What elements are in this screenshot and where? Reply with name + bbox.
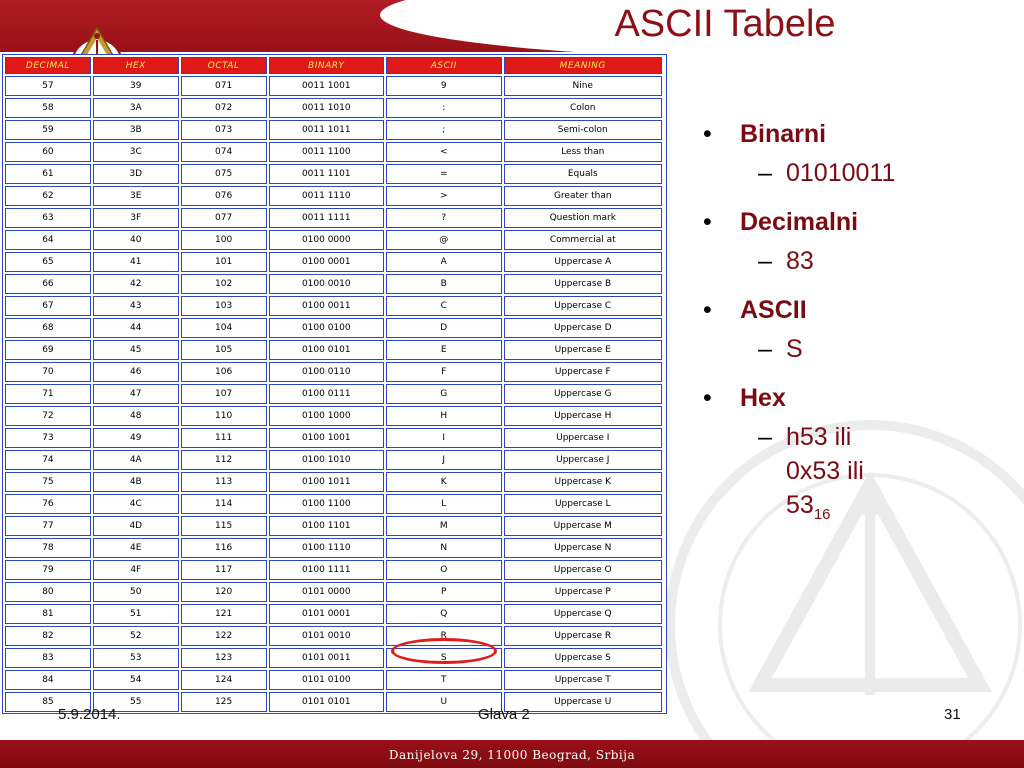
cell-octal: 125: [181, 692, 267, 712]
cell-hex: 48: [93, 406, 179, 426]
cell-decimal: 82: [5, 626, 91, 646]
cell-hex: 3C: [93, 142, 179, 162]
cell-hex: 39: [93, 76, 179, 96]
cell-binary: 0100 0001: [269, 252, 384, 272]
cell-decimal: 58: [5, 98, 91, 118]
cell-octal: 074: [181, 142, 267, 162]
cell-binary: 0100 0010: [269, 274, 384, 294]
cell-binary: 0100 0011: [269, 296, 384, 316]
table-row: [5, 494, 662, 514]
cell-meaning: Uppercase U: [504, 692, 663, 712]
cell-hex: 4B: [93, 472, 179, 492]
cell-octal: 104: [181, 318, 267, 338]
cell-octal: 111: [181, 428, 267, 448]
cell-decimal: 76: [5, 494, 91, 514]
cell-decimal: 60: [5, 142, 91, 162]
cell-meaning: Uppercase M: [504, 516, 663, 536]
cell-binary: 0101 0010: [269, 626, 384, 646]
sub-bullet-hex: – h53 ili 0x53 ili $53_{16}$: [700, 420, 990, 532]
cell-decimal: 78: [5, 538, 91, 558]
ascii-table-header: [5, 57, 662, 74]
cell-meaning: Uppercase T: [504, 670, 663, 690]
cell-decimal: 81: [5, 604, 91, 624]
cell-hex: 4C: [93, 494, 179, 514]
cell-meaning: Uppercase F: [504, 362, 663, 382]
bullet-hex: • Hex: [703, 384, 786, 412]
cell-meaning: Uppercase D: [504, 318, 663, 338]
cell-decimal: 75: [5, 472, 91, 492]
hex-base: 53: [786, 491, 814, 519]
footer-page-number: 31: [944, 706, 961, 723]
cell-meaning: Greater than: [504, 186, 663, 206]
cell-ascii: H: [386, 406, 501, 426]
cell-octal: 120: [181, 582, 267, 602]
ascii-table-body: [5, 76, 662, 712]
cell-octal: 116: [181, 538, 267, 558]
cell-decimal: 63: [5, 208, 91, 228]
cell-ascii: I: [386, 428, 501, 448]
cell-hex: 3D: [93, 164, 179, 184]
cell-decimal: 67: [5, 296, 91, 316]
table-row: [5, 274, 662, 294]
cell-decimal: 68: [5, 318, 91, 338]
hex-line-1: h53 ili: [786, 423, 852, 451]
cell-hex: 41: [93, 252, 179, 272]
cell-ascii: ;: [386, 120, 501, 140]
cell-binary: 0100 1000: [269, 406, 384, 426]
table-row: [5, 252, 662, 272]
cell-hex: 47: [93, 384, 179, 404]
column-header-octal: OCTAL: [181, 57, 267, 74]
cell-binary: 0100 1011: [269, 472, 384, 492]
cell-octal: 073: [181, 120, 267, 140]
cell-ascii: 9: [386, 76, 501, 96]
cell-binary: 0100 1110: [269, 538, 384, 558]
table-row: [5, 230, 662, 250]
bullet-decimalni: • Decimalni: [703, 208, 859, 236]
bullet-binarni: • Binarni: [703, 120, 827, 148]
table-row: [5, 362, 662, 382]
cell-decimal: 79: [5, 560, 91, 580]
sub-bullet-value: 01010011: [786, 159, 896, 187]
cell-ascii: N: [386, 538, 501, 558]
table-row: [5, 604, 662, 624]
cell-meaning: Uppercase S: [504, 648, 663, 668]
table-row: [5, 296, 662, 316]
slide-title: ASCII Tabele: [614, 3, 836, 45]
cell-hex: 42: [93, 274, 179, 294]
cell-meaning: Uppercase N: [504, 538, 663, 558]
cell-octal: 106: [181, 362, 267, 382]
bullet-label: Decimalni: [740, 208, 859, 236]
cell-decimal: 57: [5, 76, 91, 96]
table-row: [5, 318, 662, 338]
cell-octal: 121: [181, 604, 267, 624]
cell-decimal: 71: [5, 384, 91, 404]
table-row: [5, 120, 662, 140]
cell-ascii: M: [386, 516, 501, 536]
cell-ascii: O: [386, 560, 501, 580]
bullet-label: ASCII: [740, 296, 807, 324]
cell-hex: 53: [93, 648, 179, 668]
cell-hex: 52: [93, 626, 179, 646]
cell-octal: 100: [181, 230, 267, 250]
table-row: [5, 582, 662, 602]
table-row: [5, 142, 662, 162]
cell-meaning: Question mark: [504, 208, 663, 228]
cell-decimal: 59: [5, 120, 91, 140]
cell-meaning: Uppercase J: [504, 450, 663, 470]
column-header-meaning: MEANING: [504, 57, 663, 74]
cell-hex: 55: [93, 692, 179, 712]
cell-ascii: >: [386, 186, 501, 206]
cell-ascii: B: [386, 274, 501, 294]
cell-ascii: Q: [386, 604, 501, 624]
header-row: [5, 57, 662, 74]
cell-ascii: ?: [386, 208, 501, 228]
cell-meaning: Colon: [504, 98, 663, 118]
cell-meaning: Less than: [504, 142, 663, 162]
table-row: [5, 340, 662, 360]
cell-ascii: E: [386, 340, 501, 360]
table-row: [5, 670, 662, 690]
cell-binary: 0100 1100: [269, 494, 384, 514]
cell-hex: 4F: [93, 560, 179, 580]
cell-ascii: G: [386, 384, 501, 404]
cell-binary: 0100 0000: [269, 230, 384, 250]
cell-hex: 54: [93, 670, 179, 690]
cell-ascii: U: [386, 692, 501, 712]
cell-meaning: Commercial at: [504, 230, 663, 250]
footer-address: Danijelova 29, 11000 Beograd, Srbija: [388, 748, 636, 762]
cell-decimal: 73: [5, 428, 91, 448]
cell-meaning: Uppercase K: [504, 472, 663, 492]
cell-hex: 44: [93, 318, 179, 338]
table-row: [5, 626, 662, 646]
cell-ascii: D: [386, 318, 501, 338]
cell-hex: 50: [93, 582, 179, 602]
cell-meaning: Nine: [504, 76, 663, 96]
cell-octal: 071: [181, 76, 267, 96]
cell-binary: 0100 1101: [269, 516, 384, 536]
column-header-binary: BINARY: [269, 57, 384, 74]
cell-meaning: Uppercase O: [504, 560, 663, 580]
sub-bullet-binarni: – 01010011: [758, 159, 896, 187]
cell-decimal: 80: [5, 582, 91, 602]
cell-hex: 4A: [93, 450, 179, 470]
cell-ascii: F: [386, 362, 501, 382]
ascii-table: [3, 55, 664, 714]
cell-binary: 0101 0001: [269, 604, 384, 624]
cell-octal: 103: [181, 296, 267, 316]
cell-meaning: Uppercase H: [504, 406, 663, 426]
cell-hex: 3F: [93, 208, 179, 228]
cell-ascii: @: [386, 230, 501, 250]
cell-hex: 46: [93, 362, 179, 382]
table-row: [5, 560, 662, 580]
cell-hex: 40: [93, 230, 179, 250]
cell-hex: 3E: [93, 186, 179, 206]
cell-binary: 0100 0110: [269, 362, 384, 382]
cell-meaning: Equals: [504, 164, 663, 184]
cell-decimal: 65: [5, 252, 91, 272]
cell-meaning: Uppercase L: [504, 494, 663, 514]
hex-line-3: [786, 488, 990, 532]
cell-binary: 0101 0000: [269, 582, 384, 602]
cell-decimal: 70: [5, 362, 91, 382]
sub-bullet-value: 83: [786, 247, 814, 275]
cell-binary: 0101 0101: [269, 692, 384, 712]
column-header-decimal: DECIMAL: [5, 57, 91, 74]
cell-ascii: <: [386, 142, 501, 162]
cell-meaning: Uppercase B: [504, 274, 663, 294]
cell-ascii: :: [386, 98, 501, 118]
cell-binary: 0100 0101: [269, 340, 384, 360]
cell-binary: 0100 1001: [269, 428, 384, 448]
cell-decimal: 64: [5, 230, 91, 250]
sub-bullet-decimalni: – 83: [758, 247, 814, 275]
cell-meaning: Uppercase Q: [504, 604, 663, 624]
table-row: [5, 98, 662, 118]
cell-binary: 0101 0100: [269, 670, 384, 690]
bullet-list: [700, 112, 990, 532]
table-row: [5, 76, 662, 96]
cell-decimal: 61: [5, 164, 91, 184]
cell-decimal: 83: [5, 648, 91, 668]
sub-bullet-value: S: [786, 335, 803, 363]
table-row: [5, 516, 662, 536]
cell-octal: 077: [181, 208, 267, 228]
cell-ascii: P: [386, 582, 501, 602]
cell-octal: 124: [181, 670, 267, 690]
cell-decimal: 72: [5, 406, 91, 426]
cell-ascii: K: [386, 472, 501, 492]
cell-octal: 105: [181, 340, 267, 360]
cell-meaning: Uppercase C: [504, 296, 663, 316]
cell-decimal: 69: [5, 340, 91, 360]
cell-decimal: 77: [5, 516, 91, 536]
cell-octal: 072: [181, 98, 267, 118]
cell-binary: 0100 1010: [269, 450, 384, 470]
bullet-ascii: • ASCII: [703, 296, 807, 324]
cell-meaning: Uppercase P: [504, 582, 663, 602]
highlight-circle-ascii-s: [391, 638, 497, 664]
cell-binary: 0101 0011: [269, 648, 384, 668]
sub-bullet-ascii: – S: [758, 335, 803, 363]
table-row: [5, 472, 662, 492]
footer-date: 5.9.2014.: [58, 706, 121, 723]
cell-hex: 45: [93, 340, 179, 360]
cell-hex: 4D: [93, 516, 179, 536]
cell-octal: 114: [181, 494, 267, 514]
cell-decimal: 85: [5, 692, 91, 712]
cell-meaning: Uppercase G: [504, 384, 663, 404]
cell-ascii: =: [386, 164, 501, 184]
cell-octal: 102: [181, 274, 267, 294]
cell-hex: 4E: [93, 538, 179, 558]
hex-line-2: 0x53 ili: [786, 457, 864, 485]
cell-ascii: C: [386, 296, 501, 316]
cell-binary: 0011 1101: [269, 164, 384, 184]
cell-decimal: 66: [5, 274, 91, 294]
column-header-hex: HEX: [93, 57, 179, 74]
ascii-table-container: [2, 54, 667, 714]
cell-decimal: 74: [5, 450, 91, 470]
cell-meaning: Semi-colon: [504, 120, 663, 140]
cell-binary: 0011 1001: [269, 76, 384, 96]
table-row: [5, 164, 662, 184]
cell-hex: 43: [93, 296, 179, 316]
cell-meaning: Uppercase R: [504, 626, 663, 646]
cell-binary: 0100 1111: [269, 560, 384, 580]
cell-meaning: Uppercase E: [504, 340, 663, 360]
cell-octal: 113: [181, 472, 267, 492]
table-row: [5, 186, 662, 206]
cell-octal: 122: [181, 626, 267, 646]
cell-hex: 3B: [93, 120, 179, 140]
cell-octal: 076: [181, 186, 267, 206]
cell-ascii: L: [386, 494, 501, 514]
cell-meaning: Uppercase I: [504, 428, 663, 448]
cell-binary: 0100 0100: [269, 318, 384, 338]
footer-chapter: Glava 2: [478, 706, 530, 723]
cell-octal: 112: [181, 450, 267, 470]
cell-octal: 107: [181, 384, 267, 404]
cell-meaning: Uppercase A: [504, 252, 663, 272]
table-row: [5, 428, 662, 448]
cell-binary: 0011 1110: [269, 186, 384, 206]
cell-octal: 110: [181, 406, 267, 426]
cell-binary: 0011 1100: [269, 142, 384, 162]
cell-octal: 123: [181, 648, 267, 668]
cell-ascii: R: [386, 626, 501, 646]
table-row: [5, 648, 662, 668]
cell-binary: 0011 1011: [269, 120, 384, 140]
cell-ascii: J: [386, 450, 501, 470]
table-row: [5, 208, 662, 228]
bullet-label: Binarni: [740, 120, 827, 148]
cell-octal: 101: [181, 252, 267, 272]
cell-ascii: A: [386, 252, 501, 272]
cell-binary: 0011 1010: [269, 98, 384, 118]
cell-binary: 0011 1111: [269, 208, 384, 228]
column-header-ascii: ASCII: [386, 57, 501, 74]
table-row: [5, 538, 662, 558]
hex-subscript: 16: [813, 506, 831, 523]
cell-octal: 117: [181, 560, 267, 580]
cell-octal: 115: [181, 516, 267, 536]
cell-decimal: 84: [5, 670, 91, 690]
cell-ascii: T: [386, 670, 501, 690]
cell-hex: 3A: [93, 98, 179, 118]
cell-ascii: S: [386, 648, 501, 668]
table-row: [5, 406, 662, 426]
bullet-label: Hex: [740, 384, 786, 412]
cell-decimal: 62: [5, 186, 91, 206]
table-row: [5, 450, 662, 470]
cell-hex: 49: [93, 428, 179, 448]
table-row: [5, 384, 662, 404]
cell-binary: 0100 0111: [269, 384, 384, 404]
cell-hex: 51: [93, 604, 179, 624]
cell-octal: 075: [181, 164, 267, 184]
